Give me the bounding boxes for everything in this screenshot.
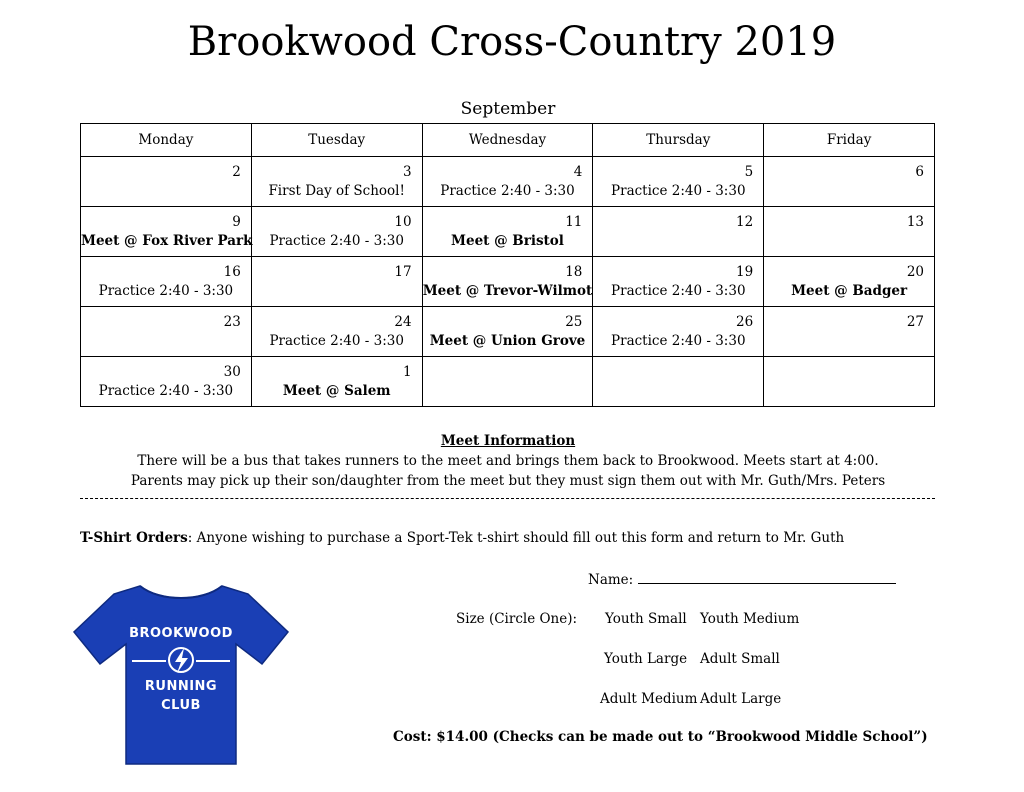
day-number: 2 [232,164,241,180]
day-number: 11 [565,214,583,230]
meet-information [0,431,1016,491]
day-number: 18 [565,264,583,280]
calendar-day-cell [764,357,935,407]
calendar-day-cell [764,257,935,307]
day-number: 30 [223,364,241,380]
month-label: September [460,99,556,119]
day-event: Practice 2:40 - 3:30 [611,283,746,299]
name-field [588,571,896,588]
calendar-header-row [81,124,935,157]
day-number: 4 [573,164,583,180]
day-number: 6 [915,164,924,180]
shirt-text-line: CLUB [161,698,201,713]
day-event: Meet @ Union Grove [429,333,586,349]
size-option[interactable]: Adult Large [700,691,782,707]
calendar-day-cell [422,157,593,207]
calendar-day-cell [593,357,764,407]
calendar-day-cell [764,157,935,207]
calendar-day-cell [81,207,252,257]
day-header: Tuesday [251,124,422,157]
tshirt-image [70,580,292,768]
calendar-day-cell [251,357,422,407]
calendar-week-row [81,307,935,357]
day-number: 19 [736,264,754,280]
day-number: 25 [565,314,583,330]
size-option[interactable]: Youth Small [605,611,687,627]
calendar-day-cell [81,357,252,407]
calendar-day-cell [422,257,593,307]
day-event: Meet @ Fox River Park [81,233,253,249]
calendar-week-row [81,157,935,207]
calendar-week-row [81,357,935,407]
day-event: Practice 2:40 - 3:30 [98,283,234,299]
day-number: 23 [223,314,241,330]
day-event: Practice 2:40 - 3:30 [611,333,746,349]
day-number: 24 [394,314,412,330]
calendar-table [80,123,935,407]
day-header: Friday [764,124,935,157]
calendar-day-cell [593,257,764,307]
day-event: Meet @ Trevor-Wilmot [422,283,593,299]
day-event: Practice 2:40 - 3:30 [269,333,404,349]
day-number: 16 [223,264,241,280]
page-title: Brookwood Cross-Country 2019 [187,19,837,65]
day-event: Meet @ Salem [282,383,391,399]
calendar-day-cell [593,157,764,207]
day-number: 12 [736,214,754,230]
day-number: 17 [394,264,412,280]
size-option[interactable]: Adult Medium [600,691,698,707]
day-number: 27 [906,314,924,330]
calendar-day-cell [422,207,593,257]
size-option[interactable]: Youth Medium [700,611,800,627]
size-option[interactable]: Youth Large [604,651,688,667]
day-event: Practice 2:40 - 3:30 [98,383,234,399]
shirt-text-line: BROOKWOOD [129,626,233,641]
meet-info-heading: Meet Information [440,433,576,449]
cost-text: Cost: $14.00 (Checks can be made out to “Brookwood Middle School”) [393,729,928,745]
day-event: Practice 2:40 - 3:30 [611,183,746,199]
tshirt-icon [70,580,292,768]
calendar-day-cell [593,207,764,257]
day-header: Monday [81,124,252,157]
day-event: Practice 2:40 - 3:30 [440,183,575,199]
day-number: 13 [906,214,924,230]
day-event: Meet @ Badger [791,283,908,299]
calendar-day-cell [251,257,422,307]
size-label: Size (Circle One): [456,611,578,627]
day-header: Wednesday [422,124,593,157]
day-number: 9 [232,214,241,230]
tshirt-orders-text [80,530,844,546]
calendar-day-cell [81,257,252,307]
calendar-day-cell [422,307,593,357]
day-number: 1 [403,364,412,380]
calendar-day-cell [764,207,935,257]
calendar-day-cell [251,157,422,207]
calendar-day-cell [764,307,935,357]
calendar-week-row [81,257,935,307]
calendar-day-cell [593,307,764,357]
calendar-day-cell [81,307,252,357]
day-number: 3 [403,164,412,180]
size-option[interactable]: Adult Small [700,651,780,667]
day-event: Practice 2:40 - 3:30 [269,233,404,249]
day-header: Thursday [593,124,764,157]
calendar-day-cell [422,357,593,407]
meet-info-line: Parents may pick up their son/daughter from the meet but they must sign them out with Mr. Guth/Mrs. Peters [130,473,886,489]
dashed-divider [80,498,935,499]
calendar-day-cell [251,207,422,257]
day-number: 26 [736,314,754,330]
tshirt-orders-label: T-Shirt Orders [80,530,188,546]
day-event: Meet @ Bristol [451,233,564,249]
day-number: 5 [744,164,754,180]
day-number: 10 [394,214,412,230]
day-number: 20 [906,264,924,280]
meet-info-line: There will be a bus that takes runners to the meet and brings them back to Brookwood. Meets start at 4:00. [137,453,879,469]
name-label: Name: [588,572,634,588]
day-event: First Day of School! [268,183,405,199]
name-blank-line[interactable] [638,571,896,584]
shirt-text-line: RUNNING [144,679,218,694]
tshirt-orders-description: : Anyone wishing to purchase a Sport-Tek t-shirt should fill out this form and return to Mr. Guth [187,530,845,546]
calendar-day-cell [251,307,422,357]
calendar-week-row [81,207,935,257]
calendar-day-cell [81,157,252,207]
